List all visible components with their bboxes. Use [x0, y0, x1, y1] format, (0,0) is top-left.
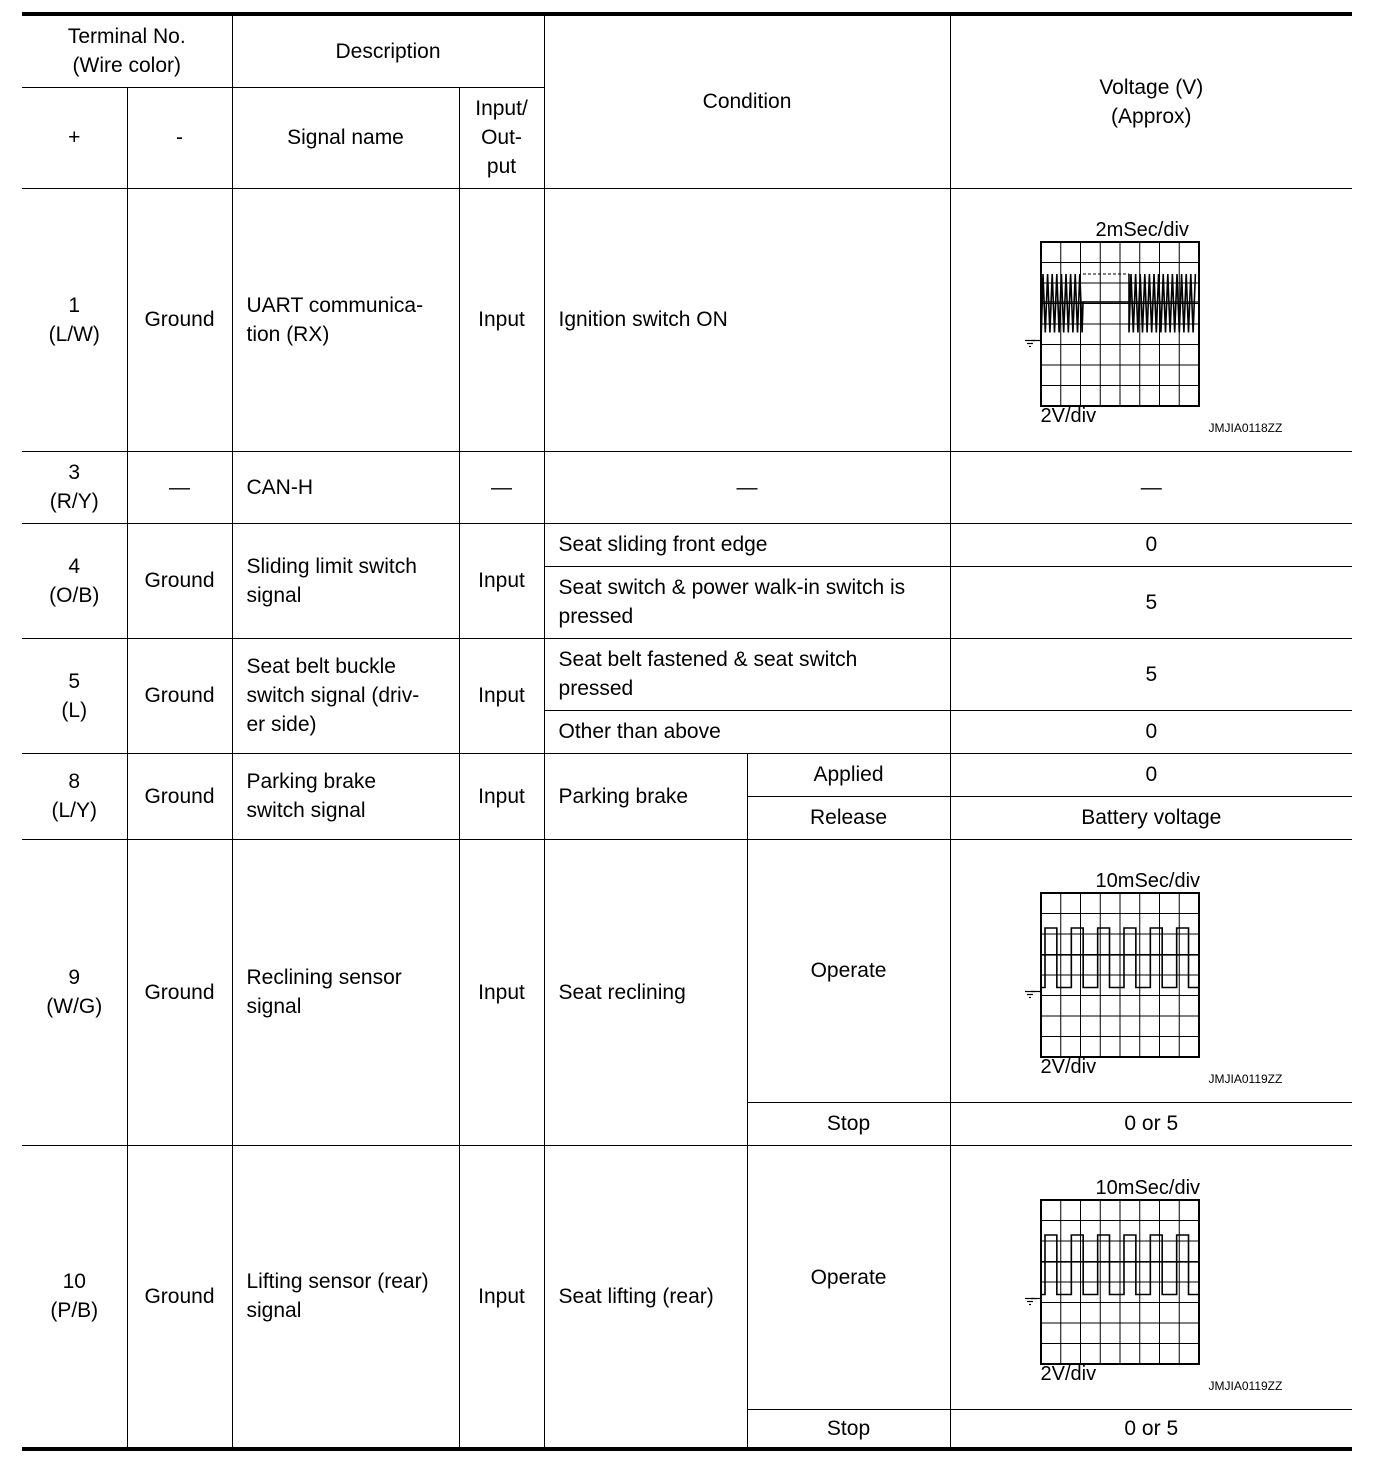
condition-cell: Seat switch & power walk-in switch is pressed [544, 566, 950, 638]
oscilloscope-waveform [951, 843, 1353, 1098]
header-io: Input/ Out- put [459, 87, 544, 188]
signal-name-cell: CAN-H [232, 451, 459, 523]
ground-symbol-icon [1025, 341, 1041, 347]
terminal-cell: 10 (P/B) [22, 1145, 127, 1449]
state-cell: Stop [747, 1409, 950, 1449]
header-condition: Condition [544, 14, 950, 188]
ground-symbol-icon [1025, 1298, 1041, 1304]
oscilloscope-waveform [951, 1150, 1353, 1405]
figure-code: JMJIA0118ZZ [1208, 421, 1283, 435]
state-cell: Operate [747, 1145, 950, 1409]
io-cell: Input [459, 188, 544, 451]
header-description: Description [232, 14, 544, 87]
ground-cell: Ground [127, 638, 232, 753]
terminal-table [22, 12, 1352, 1451]
terminal-cell: 4 (O/B) [22, 523, 127, 638]
ground-cell: Ground [127, 523, 232, 638]
terminal-cell: 5 (L) [22, 638, 127, 753]
scope-time-scale: 2mSec/div [1095, 219, 1189, 241]
state-cell: Stop [747, 1102, 950, 1145]
voltage-cell: 0 [950, 710, 1352, 753]
header-signal-name: Signal name [232, 87, 459, 188]
signal-name-cell: Seat belt buckle switch signal (driv- er side) [232, 638, 459, 753]
terminal-cell: 8 (L/Y) [22, 753, 127, 839]
condition-cell: Parking brake [544, 753, 747, 839]
state-cell: Operate [747, 839, 950, 1102]
io-cell: Input [459, 753, 544, 839]
io-cell: Input [459, 523, 544, 638]
voltage-cell: 0 [950, 753, 1352, 796]
terminal-cell: 9 (W/G) [22, 839, 127, 1145]
voltage-cell [950, 839, 1352, 1102]
scope-volt-scale: 2V/div [1040, 1056, 1097, 1078]
condition-cell: Ignition switch ON [544, 188, 950, 451]
voltage-cell [950, 188, 1352, 451]
ground-symbol-icon [1025, 992, 1041, 998]
figure-code: JMJIA0119ZZ [1208, 1378, 1283, 1393]
header-minus: - [127, 87, 232, 188]
header-voltage: Voltage (V) (Approx) [950, 14, 1352, 188]
signal-name-cell: Sliding limit switch signal [232, 523, 459, 638]
scope-time-scale: 10mSec/div [1095, 1176, 1201, 1199]
scope-time-scale: 10mSec/div [1095, 870, 1201, 892]
condition-cell: Seat belt fastened & seat switch pressed [544, 638, 950, 710]
ground-cell: Ground [127, 753, 232, 839]
table-row [22, 638, 1352, 710]
table-row [22, 753, 1352, 796]
table-row [22, 451, 1352, 523]
voltage-cell: 0 or 5 [950, 1102, 1352, 1145]
table-row [22, 188, 1352, 451]
condition-cell: — [544, 451, 950, 523]
signal-name-cell: UART communica- tion (RX) [232, 188, 459, 451]
waveform-trace [1041, 274, 1195, 343]
voltage-cell: 5 [950, 566, 1352, 638]
signal-name-cell: Lifting sensor (rear) signal [232, 1145, 459, 1449]
condition-cell: Other than above [544, 710, 950, 753]
voltage-cell: Battery voltage [950, 796, 1352, 839]
io-cell: Input [459, 839, 544, 1145]
scope-volt-scale: 2V/div [1040, 1362, 1097, 1385]
header-row-1 [22, 14, 1352, 87]
ground-cell: Ground [127, 188, 232, 451]
header-plus: + [22, 87, 127, 188]
terminal-table-container [22, 12, 1352, 1451]
ground-cell: — [127, 451, 232, 523]
table-row [22, 1145, 1352, 1409]
voltage-cell [950, 1145, 1352, 1409]
io-cell: Input [459, 1145, 544, 1449]
voltage-cell: 0 or 5 [950, 1409, 1352, 1449]
io-cell: — [459, 451, 544, 523]
condition-cell: Seat sliding front edge [544, 523, 950, 566]
state-cell: Applied [747, 753, 950, 796]
voltage-cell: 5 [950, 638, 1352, 710]
io-cell: Input [459, 638, 544, 753]
signal-name-cell: Parking brake switch signal [232, 753, 459, 839]
table-row [22, 839, 1352, 1102]
ground-cell: Ground [127, 1145, 232, 1449]
terminal-cell: 3 (R/Y) [22, 451, 127, 523]
state-cell: Release [747, 796, 950, 839]
scope-volt-scale: 2V/div [1040, 405, 1097, 427]
ground-cell: Ground [127, 839, 232, 1145]
oscilloscope-waveform [951, 192, 1353, 447]
condition-cell: Seat lifting (rear) [544, 1145, 747, 1449]
voltage-cell: — [950, 451, 1352, 523]
terminal-cell: 1 (L/W) [22, 188, 127, 451]
figure-code: JMJIA0119ZZ [1208, 1072, 1283, 1086]
header-terminal: Terminal No. (Wire color) [22, 14, 232, 87]
signal-name-cell: Reclining sensor signal [232, 839, 459, 1145]
table-row [22, 523, 1352, 566]
voltage-cell: 0 [950, 523, 1352, 566]
condition-cell: Seat reclining [544, 839, 747, 1145]
